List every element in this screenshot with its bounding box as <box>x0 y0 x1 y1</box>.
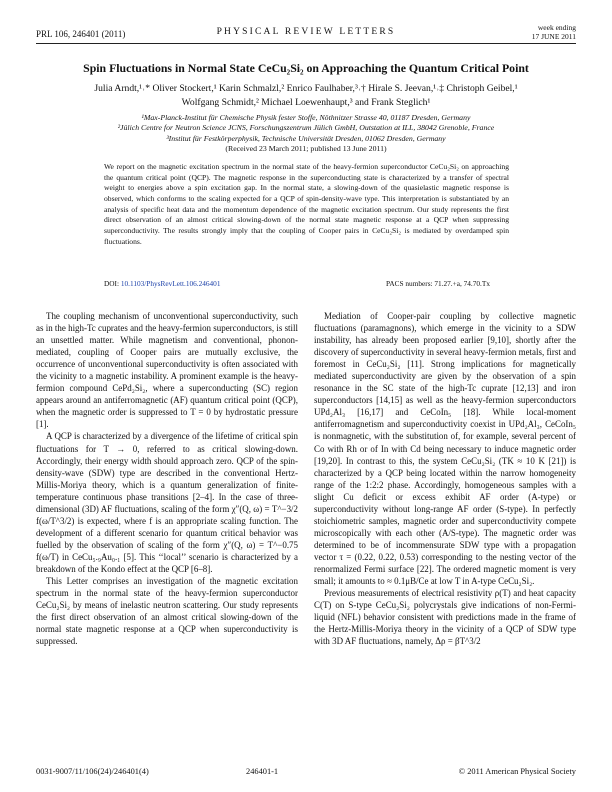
left-column <box>36 310 298 647</box>
week-ending-date: 17 JUNE 2011 <box>531 32 576 41</box>
week-ending-label: week ending <box>537 23 576 32</box>
affiliations <box>56 113 556 144</box>
journal-name: PHYSICAL REVIEW LETTERS <box>216 27 396 37</box>
author-list <box>56 82 556 110</box>
journal-reference: PRL 106, 246401 (2011) <box>36 29 126 39</box>
paragraph: The coupling mechanism of unconventional superconductivity, such as in the high-Tc cuprates and the heavy-fermion superconductors, is still an unsettled matter. While magnetism and conventional, phonon-mediated, coupling of Cooper pairs are mutually exclusive, the occurrence of unconventional superconductivity is often associated with the vicinity to a magnetic instability. A prominent example is the heavy-fermion compound CePd₂Si₂, where a superconducting (SC) region appears around an antiferromagnetic (AF) quantum critical point (QCP), when the magnetic order is suppressed to T = 0 by hydrostatic pressure [1]. <box>36 311 298 430</box>
paragraph: This Letter comprises an investigation of the magnetic excitation spectrum in the normal state of the heavy-fermion superconductor CeCu₂Si₂ by means of inelastic neutron scattering. Our study represents the first direct observation of an almost critical slowing-down of the normal state magnetic response at a QCP when superconductivity is suppressed. <box>36 576 298 647</box>
paper-title: Spin Fluctuations in Normal State CeCu₂Si₂ on Approaching the Quantum Critical Point <box>83 61 529 75</box>
paragraph: Previous measurements of electrical resistivity ρ(T) and heat capacity C(T) on S-type CeCu₂Si₂ polycrystals give indications of non-Fermi-liquid (NFL) behavior consistent with predictions made in the frame of the Hertz-Millis-Moriya theory in the vicinity of a QCP of SDW type with 3D AF fluctuations, namely, Δρ = βT^3/2 <box>314 588 576 647</box>
right-column <box>314 310 576 647</box>
page-number: 246401-1 <box>246 767 279 776</box>
received-date: (Received 23 March 2011; published 13 June 2011) <box>225 144 387 153</box>
week-ending <box>532 23 576 41</box>
authors-line-2: Wolfgang Schmidt,² Michael Loewenhaupt,³ and Frank Steglich¹ <box>181 97 431 108</box>
footer-code: 0031-9007/11/106(24)/246401(4) <box>36 767 149 776</box>
abstract: We report on the magnetic excitation spectrum in the normal state of the heavy-fermion superconductor CeCu₂Si₂ on approaching the quantum critical point (QCP). The magnetic response in the superconducting state is characterized by a transfer of spectral weight to energies above a spin excitation gap. In the normal state, a slowing-down of the quasielastic magnetic response is observed, which conforms to the scaling expected for a QCP of spin-density-wave type. This interpretation is substantiated by an analysis of specific heat data and the momentum dependence of the magnetic excitation spectrum. Our study represents the first direct observation of an almost critical slowing-down of the normal state magnetic response at a QCP when suppressing superconductivity. The results strongly imply that the coupling of Cooper pairs in CeCu₂Si₂ is mediated by overdamped spin fluctuations. <box>104 162 509 246</box>
doi-link[interactable]: 10.1103/PhysRevLett.106.246401 <box>120 279 221 288</box>
header-rule <box>36 43 576 44</box>
pacs-numbers: PACS numbers: 71.27.+a, 74.70.Tx <box>386 279 490 288</box>
doi-label: DOI: <box>104 279 119 288</box>
affiliation-3: ³Institut für Festkörperphysik, Technische Universität Dresden, 01062 Dresden, Germany <box>166 133 446 143</box>
affiliation-1: ¹Max-Planck-Institut für Chemische Physik fester Stoffe, Nöthnitzer Strasse 40, 01187 Dresden, Germany <box>141 113 471 122</box>
paragraph: A QCP is characterized by a divergence of the lifetime of critical spin fluctuations for T → 0, referred to as critical slowing-down. Accordingly, their energy width should approach zero. QCP of the spin-density-wave (SDW) type are described in the conventional Hertz-Millis-Moriya theory, which is a quantum generalization of finite-temperature continuous phase transitions [2–4]. In the case of three-dimensional (3D) AF fluctuations, scaling of the form χ″(Q, ω) = T^−3/2 f(ω/T^3/2) is expected, where f is an appropriate scaling function. The development of a different scenario for quantum critical behavior was fuelled by the observation of scaling of the form χ″(Q, ω) = T^−0.75 f(ω/T) in CeCu₅.₉Au₀.₁ [5]. This ‘‘local’’ scenario is characterized by a breakdown of the Kondo effect at the QCP [6–8]. <box>36 431 298 574</box>
paragraph: Mediation of Cooper-pair coupling by collective magnetic fluctuations (paramagnons), which emerge in the vicinity to a SDW instability, has already been proposed earlier [9,10], shortly after the discovery of superconductivity in several heavy-fermion metals, first and foremost in CeCu₂Si₂ [11]. Strong implications for magnetically mediated superconductivity are given by the observation of a spin resonance in the SC state of the high-Tc cuprate [12,13] and iron superconductors [14,15] as well as the heavy-fermion superconductors UPd₂Al₃ [16,17] and CeCoIn₅ [18]. While local-moment antiferromagnetism and superconductivity coexist in UPd₂Al₃, CeCoIn₅ is nonmagnetic, with the substitution of, for example, several percent of Co with Rh or of In with Cd being necessary to induce magnetic order [19,20]. In contrast to this, the system CeCu₂Si₂ (TK ≈ 10 K [21]) is characterized by a QCP being located within the narrow homogeneity range of the 1:2:2 phase. Accordingly, homogeneous samples with a slight Cu deficit or excess exhibit AF order (A-type) or superconductivity without long-range AF order (S-type). In perfectly stoichiometric samples, magnetic order and superconductivity compete microscopically with each other (A/S-type). The magnetic order was determined to be of incommensurate SDW type with a propagation vector τ = (0.22, 0.22, 0.53) corresponding to the nesting vector of the renormalized Fermi surface [22]. The ordered magnetic moment is very small; it amounts to ≈ 0.1μB/Ce at low T in A-type CeCu₂Si₂. <box>314 311 576 587</box>
affiliation-2: ²Jülich Centre for Neutron Science JCNS, Forschungszentrum Jülich GmbH, Outstation at ILL, 38042 Grenoble, France <box>117 123 495 133</box>
authors-line-1: Julia Arndt,¹˒* Oliver Stockert,¹ Karin Schmalzl,² Enrico Faulhaber,³˒† Hirale S. Jeevan,¹˒‡ Christoph Geibel,¹ <box>94 83 518 94</box>
doi-line <box>104 279 220 288</box>
copyright: © 2011 American Physical Society <box>458 767 576 776</box>
